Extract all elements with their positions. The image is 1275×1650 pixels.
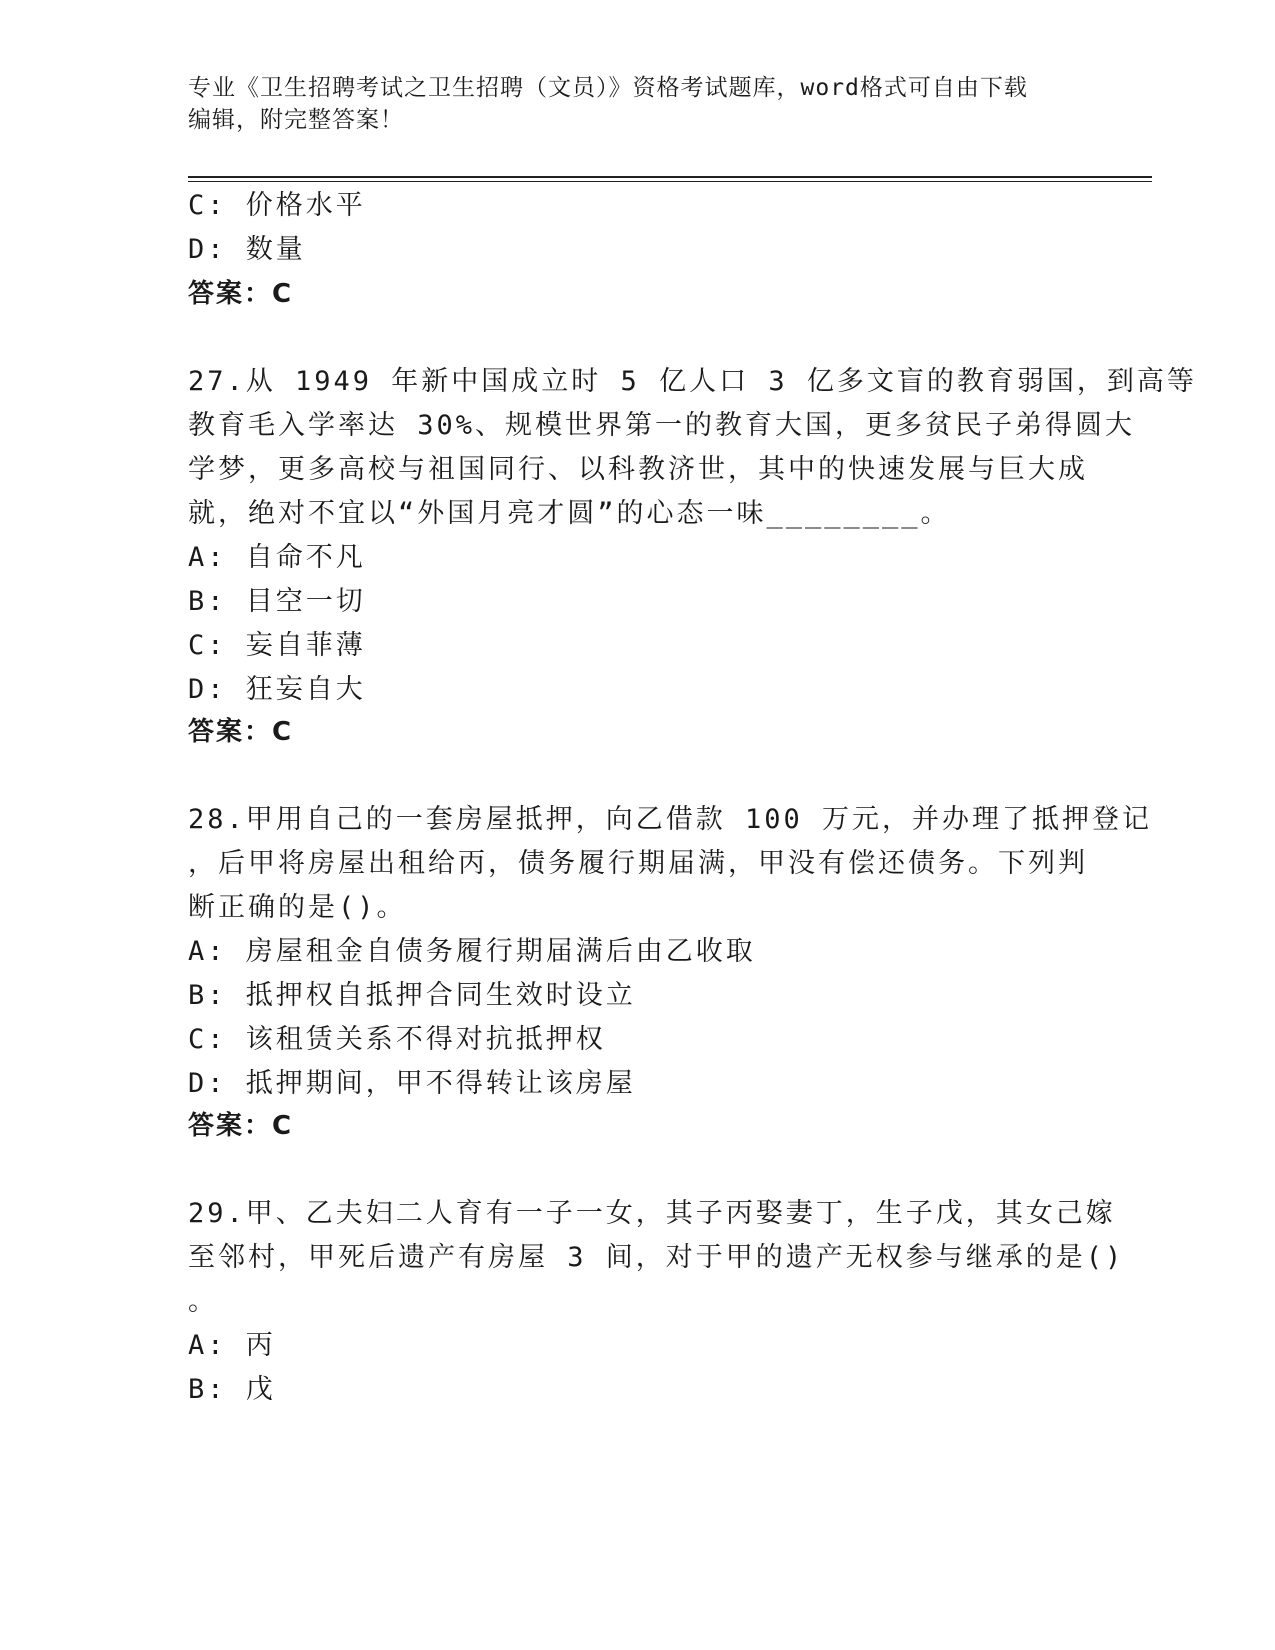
q27-option-a: A: 自命不凡 <box>188 542 366 573</box>
q29-stem-line-2: 至邻村，甲死后遗产有房屋 3 间，对于甲的遗产无权参与继承的是() <box>188 1242 1125 1273</box>
q27-option-c: C: 妄自菲薄 <box>188 630 366 661</box>
q27-option-d: D: 狂妄自大 <box>188 674 366 705</box>
q27-stem-line-2: 教育毛入学率达 30%、规模世界第一的教育大国，更多贫民子弟得圆大 <box>188 410 1136 441</box>
q26-answer: 答案：C <box>188 279 294 309</box>
q29-option-a: A: 丙 <box>188 1330 276 1361</box>
q28-answer: 答案：C <box>188 1111 294 1141</box>
q28-stem-line-2: ，后甲将房屋出租给丙，债务履行期届满，甲没有偿还债务。下列判 <box>188 848 1088 879</box>
q28-option-b: B: 抵押权自抵押合同生效时设立 <box>188 980 636 1011</box>
q27-stem-line-4: 就，绝对不宜以“外国月亮才圆”的心态一味________。 <box>188 498 951 529</box>
q28-stem-line-3: 断正确的是()。 <box>188 892 407 923</box>
q28-option-d: D: 抵押期间，甲不得转让该房屋 <box>188 1068 636 1099</box>
page-header <box>188 72 1088 136</box>
header-rule-thick <box>188 176 1152 178</box>
q28-option-c: C: 该租赁关系不得对抗抵押权 <box>188 1024 606 1055</box>
q29-stem-line-3: 。 <box>188 1286 218 1317</box>
q27-option-b: B: 目空一切 <box>188 586 366 617</box>
q28-stem-line-1: 28.甲用自己的一套房屋抵押，向乙借款 100 万元，并办理了抵押登记 <box>188 804 1153 835</box>
q29-stem-line-1: 29.甲、乙夫妇二人育有一子一女，其子丙娶妻丁，生子戊，其女己嫁 <box>188 1198 1116 1229</box>
q29-option-b: B: 戊 <box>188 1374 276 1405</box>
q27-stem-line-1: 27.从 1949 年新中国成立时 5 亿人口 3 亿多文盲的教育弱国，到高等 <box>188 366 1197 397</box>
header-line-2: 编辑，附完整答案！ <box>188 107 404 133</box>
header-rule-thin <box>188 181 1152 182</box>
q26-option-c: C: 价格水平 <box>188 190 366 221</box>
q27-answer: 答案：C <box>188 717 294 747</box>
q28-option-a: A: 房屋租金自债务履行期届满后由乙收取 <box>188 936 756 967</box>
header-line-1: 专业《卫生招聘考试之卫生招聘（文员）》资格考试题库，word格式可自由下载 <box>188 75 1028 101</box>
q27-stem-line-3: 学梦，更多高校与祖国同行、以科教济世，其中的快速发展与巨大成 <box>188 454 1088 485</box>
q26-option-d: D: 数量 <box>188 234 306 265</box>
